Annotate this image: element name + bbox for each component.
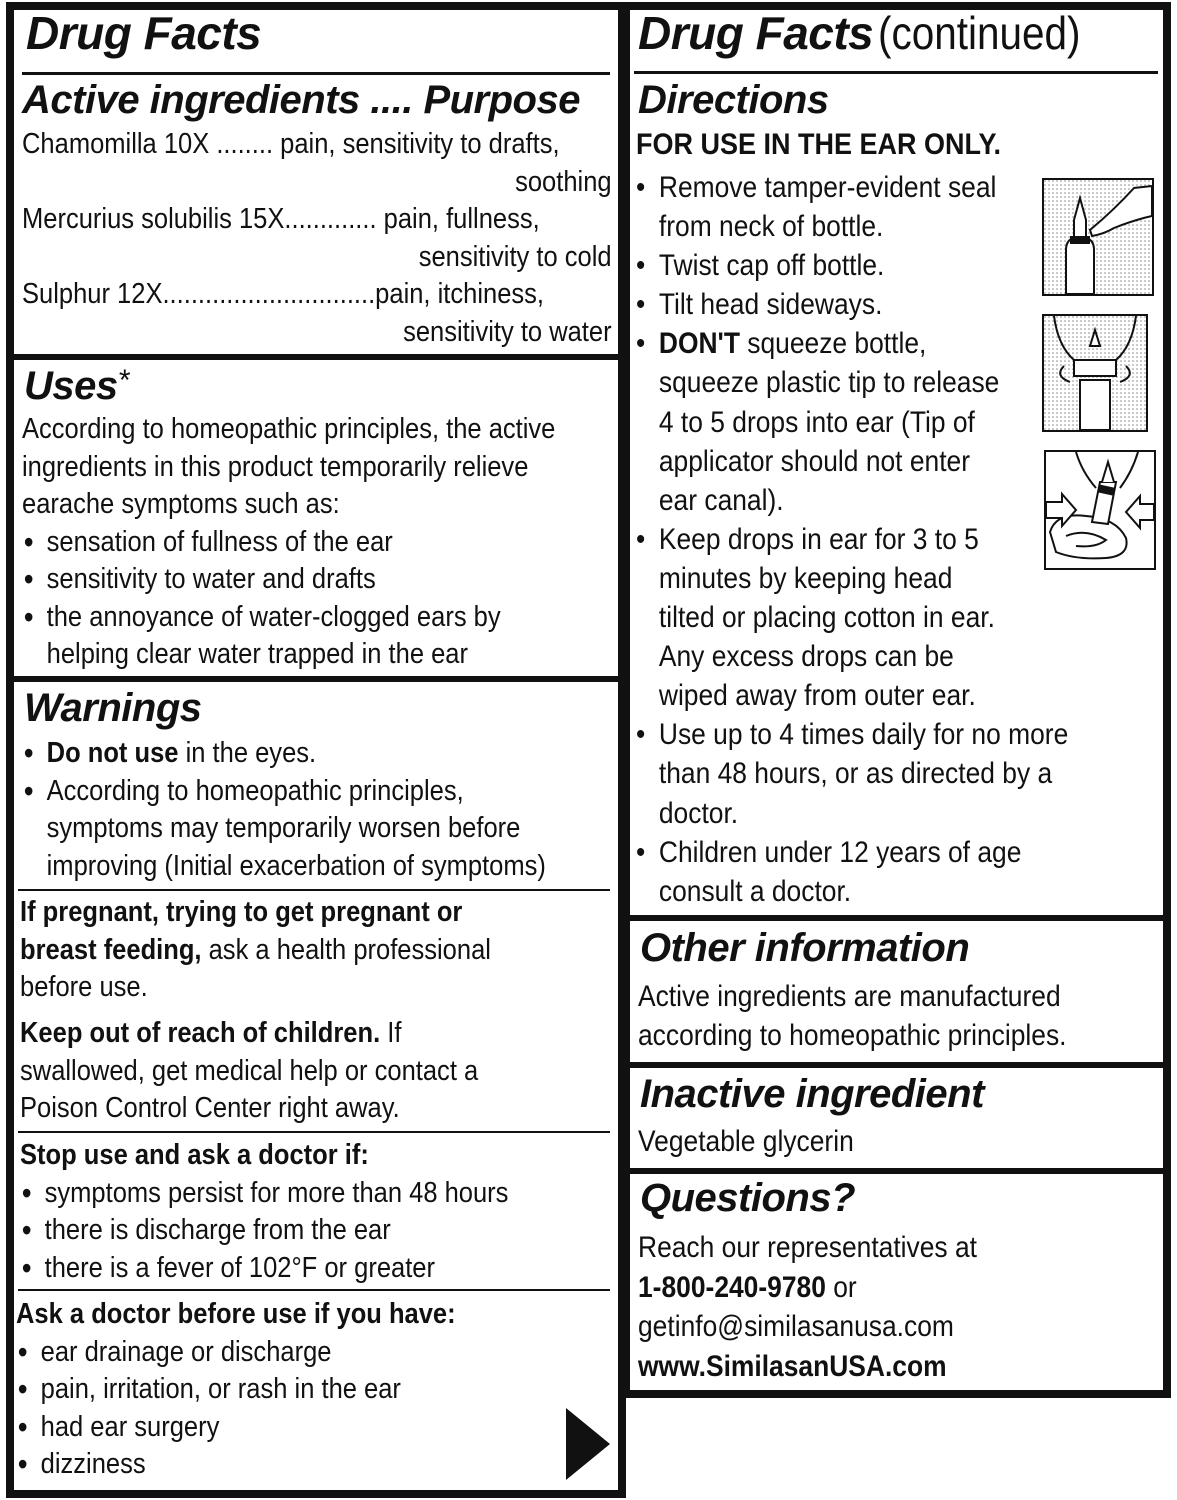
uses-line: earache symptoms such as:: [22, 488, 340, 520]
keep-out-of-reach: [20, 1015, 478, 1128]
ask-doctor-bullet: • dizziness: [16, 1446, 456, 1484]
ear-only-note: FOR USE IN THE EAR ONLY.: [636, 128, 1002, 161]
inactive-ingredient-text: Vegetable glycerin: [638, 1125, 854, 1158]
purpose: sensitivity to cold: [418, 240, 612, 273]
keep-text: Poison Control Center right away.: [20, 1092, 400, 1124]
direction-text: Children under 12 years of age: [658, 835, 1022, 869]
section-divider: [628, 915, 1164, 921]
questions-text: [638, 1228, 977, 1386]
phone-number[interactable]: 1-800-240-9780: [638, 1270, 826, 1304]
direction-text: doctor.: [658, 796, 739, 830]
divider: [18, 1131, 610, 1133]
stop-use-section: [20, 1137, 508, 1287]
drug-facts-title: Drug Facts: [26, 7, 262, 59]
leader-dots: ..............................: [162, 278, 376, 310]
direction-text: squeeze plastic tip to release: [658, 366, 1000, 400]
stop-use-bullet: • there is a fever of 102°F or greater: [20, 1250, 508, 1288]
purpose: pain, itchiness,: [375, 278, 544, 310]
divider: [18, 889, 610, 891]
uses-bullet: • sensation of fullness of the ear: [22, 524, 555, 562]
ear-drops-illustration: [1044, 450, 1156, 570]
uses-line: According to homeopathic principles, the active: [22, 413, 556, 445]
direction-line: • Tilt head sideways.: [636, 288, 883, 322]
pregnancy-bold: breast feeding,: [20, 933, 202, 966]
direction-text: squeeze bottle,: [739, 327, 927, 361]
directions-list: [636, 168, 1068, 911]
divider: [22, 72, 610, 75]
uses-bullet-text: helping clear water trapped in the ear: [46, 638, 468, 670]
direction-text: Any excess drops can be: [658, 640, 954, 674]
active-ingredients-table: [22, 126, 612, 351]
other-info-line: according to homeopathic principles.: [638, 1019, 1067, 1052]
section-divider: [628, 1062, 1164, 1068]
direction-text: Twist cap off bottle.: [658, 249, 885, 283]
other-information-text: [638, 977, 1067, 1055]
uses-bullet-continued: [22, 636, 555, 674]
pregnancy-text: ask a health professional: [201, 933, 491, 966]
purpose: sensitivity to water: [403, 315, 612, 348]
direction-line: • Twist cap off bottle.: [636, 249, 885, 283]
inactive-ingredient-heading: Inactive ingredient: [640, 1072, 984, 1116]
drug-facts-title-continued: Drug Facts: [638, 7, 874, 59]
direction-text: ear canal).: [658, 483, 784, 517]
direction-line: • Children under 12 years of age: [636, 835, 1022, 869]
right-triangle-arrow-icon: [566, 1408, 610, 1480]
divider: [18, 1289, 610, 1291]
direction-text: 4 to 5 drops into ear (Tip of: [658, 405, 975, 439]
continued-title: [638, 6, 1108, 60]
bottle-seal-illustration: [1042, 178, 1154, 296]
uses-heading: [24, 364, 129, 409]
direction-text: Tilt head sideways.: [658, 288, 883, 322]
warning-text: According to homeopathic principles,: [46, 774, 464, 807]
stop-use-bullet: • symptoms persist for more than 48 hours: [20, 1175, 508, 1213]
ingredient-row: [22, 126, 612, 164]
section-divider: [14, 676, 618, 682]
questions-or: or: [825, 1270, 857, 1304]
warnings-heading: Warnings: [24, 686, 202, 730]
ask-doctor-bullet: • pain, irritation, or rash in the ear: [16, 1371, 456, 1409]
leader-dots: .............: [284, 203, 384, 235]
section-divider: [628, 1168, 1164, 1174]
uses-bullet: • the annoyance of water-clogged ears by: [22, 599, 555, 637]
continued-label: (continued): [877, 7, 1081, 59]
email-address[interactable]: getinfo@similasanusa.com: [638, 1310, 954, 1343]
keep-text: If: [380, 1017, 402, 1049]
questions-heading: Questions?: [640, 1176, 856, 1220]
warning-emphasis: Do not use: [46, 737, 179, 769]
warnings-bullet: [22, 735, 546, 773]
purpose: pain, sensitivity to drafts,: [280, 128, 560, 160]
direction-text: than 48 hours, or as directed by a: [658, 757, 1053, 791]
warning-text: symptoms may temporarily worsen before: [46, 812, 521, 844]
ask-doctor-bullet: • ear drainage or discharge: [16, 1334, 456, 1372]
direction-text: consult a doctor.: [658, 874, 852, 908]
warnings-bullet: [22, 773, 546, 811]
ingredient-name: Sulphur 12X: [22, 278, 163, 310]
ingredient-row: [22, 201, 612, 239]
other-info-line: Active ingredients are manufactured: [638, 980, 1061, 1013]
keep-bold: Keep out of reach of children.: [20, 1017, 381, 1049]
direction-text: from neck of bottle.: [658, 210, 884, 244]
direction-text: applicator should not enter: [658, 444, 971, 478]
direction-line: • DON'T squeeze bottle,: [636, 327, 927, 361]
direction-line: • Use up to 4 times daily for no more: [636, 718, 1069, 752]
direction-emphasis: DON'T: [658, 327, 740, 361]
website-link[interactable]: www.SimilasanUSA.com: [638, 1349, 947, 1383]
pregnancy-bold: If pregnant, trying to get pregnant or: [20, 896, 463, 928]
uses-text: [22, 411, 555, 674]
stop-use-bullet: • there is discharge from the ear: [20, 1212, 508, 1250]
warning-text: improving (Initial exacerbation of symptoms): [46, 849, 546, 882]
uses-heading-text: Uses: [24, 364, 118, 408]
ingredient-name: Mercurius solubilis 15X: [22, 203, 285, 235]
warnings-text: [22, 735, 546, 885]
ingredient-name: Chamomilla 10X: [22, 128, 210, 160]
direction-text: wiped away from outer ear.: [658, 679, 976, 713]
direction-text: tilted or placing cotton in ear.: [658, 601, 995, 635]
ask-doctor-section: [16, 1296, 456, 1484]
uses-bullet: • sensitivity to water and drafts: [22, 561, 555, 599]
directions-heading: Directions: [638, 78, 829, 122]
footnote-star: *: [117, 364, 129, 397]
section-divider: [14, 354, 618, 360]
direction-text: Keep drops in ear for 3 to 5: [658, 522, 979, 556]
ask-doctor-heading: Ask a doctor before use if you have:: [16, 1298, 456, 1330]
stop-use-heading: Stop use and ask a doctor if:: [20, 1139, 369, 1171]
direction-line: • Keep drops in ear for 3 to 5: [636, 522, 979, 556]
purpose: pain, fullness,: [383, 203, 540, 235]
direction-text: minutes by keeping head: [658, 561, 953, 595]
uses-line: ingredients in this product temporarily relieve: [22, 450, 529, 483]
active-ingredients-heading: Active ingredients .... Purpose: [22, 78, 580, 122]
ingredient-row: [22, 276, 612, 314]
pregnancy-text: before use.: [20, 971, 148, 1003]
questions-line: Reach our representatives at: [638, 1231, 977, 1264]
divider: [634, 71, 1158, 74]
other-information-heading: Other information: [640, 926, 970, 970]
keep-text: swallowed, get medical help or contact a: [20, 1054, 479, 1087]
direction-text: Use up to 4 times daily for no more: [658, 718, 1069, 752]
leader-dots: ........: [209, 128, 281, 160]
bottle-twist-cap-illustration: [1042, 314, 1148, 432]
ask-doctor-bullet: • had ear surgery: [16, 1409, 456, 1447]
purpose: soothing: [515, 165, 612, 198]
warning-text: in the eyes.: [178, 737, 317, 769]
direction-text: Remove tamper-evident seal: [658, 171, 997, 204]
pregnancy-warning: [20, 894, 491, 1007]
direction-line: • Remove tamper-evident seal: [636, 171, 997, 204]
